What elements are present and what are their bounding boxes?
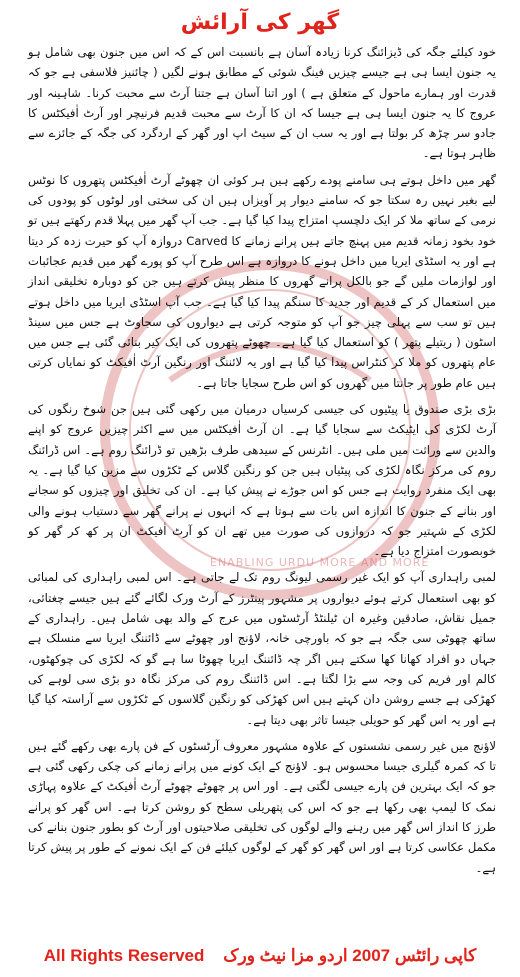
watermark-tagline: ENABLING URDU MORE AND MORE <box>210 556 430 569</box>
article-title: گھر کی آرائش <box>180 10 340 35</box>
article-paragraph: خود کیلئے جگہ کی ڈیزائنگ کرنا زیادہ آسان ہے بانسبت اس کے کہ اس میں جنون بھی شامل ہو یہ جنون ایسا ہی ہے جیسے چیزیں فینگ شوئی کے مطابق ہونے لگیں ( چائنیز فلاسفی ہے جو کہ قدرت اور ہمارے ماحول کے متعلق ہے ) اور اتنا آسان ہے جتنا آرٹ سے محبت کرنا۔ شاہینہ اور عروج کا یہ جنون ایسا ہی ہے جیسا کہ ان کا آرٹ سے محبت قدیم فرنیچر اور آرٹ اٰفیکٹس کا جادو سر چڑھ کر بولتا ہے اور یہ سب ان کے سیٹ اپ اور گھر کے اردگرد کی جگہ کے جائزے سے ظاہر ہوتا ہے۔ <box>28 45 496 161</box>
article-paragraph: لاؤنج میں غیر رسمی نشستوں کے علاوہ مشہور معروف آرٹسٹوں کے فن پارے بھی رکھے گئے ہیں تا کہ کمرہ گیلری جیسا محسوس ہو۔ لاؤنج کے ایک کونے میں پرانے زمانے کی چکی رکھی گئی ہے جو کہ ایک بہترین فن پارے جیسی لگتی ہے۔ اور اس پر چھوٹے چھوٹے آرٹ اٰفیکٹ کے علاوہ پہاڑی نمک کا لیمپ بھی رکھا ہے جو کہ اس کی پتھریلی سطح کو روشن کرتا ہے۔ اس گھر کو پرانے طرز کا انداز اس گھر میں رہنے والے لوگوں کی تخلیقی صلاحیتوں اور آرٹ کو بطور جنون بنانے کی مکمل عکاسی کرتا ہے اور اس گھر کو گھر کے لوگوں کیلئے فن کے ایک نمونے کے طور پر پیش کرتا ہے۔ <box>28 738 496 875</box>
article-paragraph: بڑی بڑی صندوق یا پیٹیوں کی جیسی کرسیاں درمیان میں رکھی گئی ہیں جن شوخ رنگوں کی آرٹ لکڑی کی ایٹیکٹ سے سجایا گیا ہے۔ ان آرٹ اٰفیکٹس میں سے اکثر چیزیں عروج کو اپنے والدین سے وراثت میں ملی ہیں۔ انٹرنس کے سیدھی طرف بڑھیں تو ڈرائنگ روم ہے۔ اس ڈرائنگ روم کی مرکز نگاہ لکڑی کی پیٹیاں ہیں جن کو رنگین گلاس کے ٹکڑوں سے مزین کیا گیا ہے۔ یہ بھی ایک منفرد روایت ہے جس کو اس جوڑے نے پیش کیا ہے۔ ان کی تخلیق اور چیزوں کو سجانے اور بنانے کے جنون کا اندازہ اس بات سے ہوتا ہے کہ انہوں نے پرانے گھر سے دستیاب ہونے والی لکڑی کے شہتیر جو کہ دروازوں کی صورت میں تھے ان کو آرٹ اٰفیکٹ ان پر کھ کر گھر کو خوبصورت امتزاج دیا ہے۔ <box>28 402 496 559</box>
copyright-footer <box>0 946 520 966</box>
article-paragraph: لمبی راہداری آپ کو ایک غیر رسمی لیونگ روم تک لے جاتی ہے۔ اس لمبی راہداری کی لمبائی کو بھی استعمال کرتے ہوئے دیواروں پر مشہور پینٹرز کے آرٹ ورک لگائے گئے ہیں جیسے چغتائی، جمیل نقاش، صادقین وغیرہ ان ٹیلنٹڈ آرٹسٹوں میں عرج کے والد بھی شامل ہیں۔ راہداری کے ساتھ چھوٹی سی جگہ ہے جو کہ باورچی خانہ، لاؤنج اور چھوٹے سے ڈائننگ ایریا سے منسلک ہے جہاں دو افراد کھانا کھا سکتے ہیں اگر چہ ڈائننگ ایریا چھوٹا سا ہے گو کہ لکڑی کی چوکھٹوں، کالم اور فریم کی وجہ سے بڑا لگتا ہے۔ اس ڈائننگ روم کی مرکز نگاہ دو بڑی سی لوہے کی کھڑکی ہے جسے روشن دان کہتے ہیں اس کھڑکی کو رنگین گلاسوں کے ٹکڑوں سے آراستہ کیا گیا ہے اور یہ اس گھر کو حویلی جیسا تاثر بھی دیتا ہے۔ <box>28 570 496 727</box>
article-paragraph: گھر میں داخل ہوتے ہی سامنے پودے رکھے ہیں ہر کوئی ان چھوٹے آرٹ اٰفیکٹس پتھروں کا نوٹس لیے بغیر نہیں رہ سکتا جو کہ سامنے دیوار پر آویزاں ہیں ان کی سختی اور لوٹوں کو پودوں کی نرمی کے ساتھ ملا کر ایک دلچسپ امتزاج پیدا کیا گیا ہے۔ جب آپ گھر میں پہلا قدم رکھتے ہیں تو خود بخود زمانہ قدیم میں پہنچ جاتے ہیں پرانے زمانے کا Carved دروازہ آپ کو حیرت زدہ کر دیتا ہے اور یہ اسٹڈی ایریا میں داخل ہونے کا دروازہ ہے اس طرح آپ کو پورے گھر میں قدیم عجائبات اور لوازمات ملیں گے جو بالکل پرانے گھروں کا منظر پیش کرتے ہیں جن کو دوبارہ تخلیقی انداز میں استعمال کر کے قدیم اور جدید کا سنگم پیدا کیا گیا ہے۔ جب آپ اسٹڈی ایریا میں داخل ہوتے ہیں تو سب سے پہلی چیز جو آپ کو متوجہ کرتی ہے دیواروں کی سجاوٹ ہے جس میں سینڈ اسٹون ( ریتیلے پتھر ) کو استعمال کیا گیا ہے۔ چھوٹے پتھروں کی ایک کیر بنائی گئی ہے جس میں عام پتھروں کو ملا کر کنٹراس پیدا کیا گیا ہے اور یہ لائننگ اور رنگین آرٹ اٰفیکٹ کو نمایاں کرتی ہیں عام طور پر جانتا میں گھروں کو اس طرح سجایا جاتا ہے۔ <box>28 172 496 390</box>
copyright-english-text: All Rights Reserved <box>43 946 205 965</box>
copyright-urdu-text: کاپی رائٹس 2007 اردو مزا نیٹ ورک <box>223 946 477 965</box>
article-body <box>28 42 496 884</box>
